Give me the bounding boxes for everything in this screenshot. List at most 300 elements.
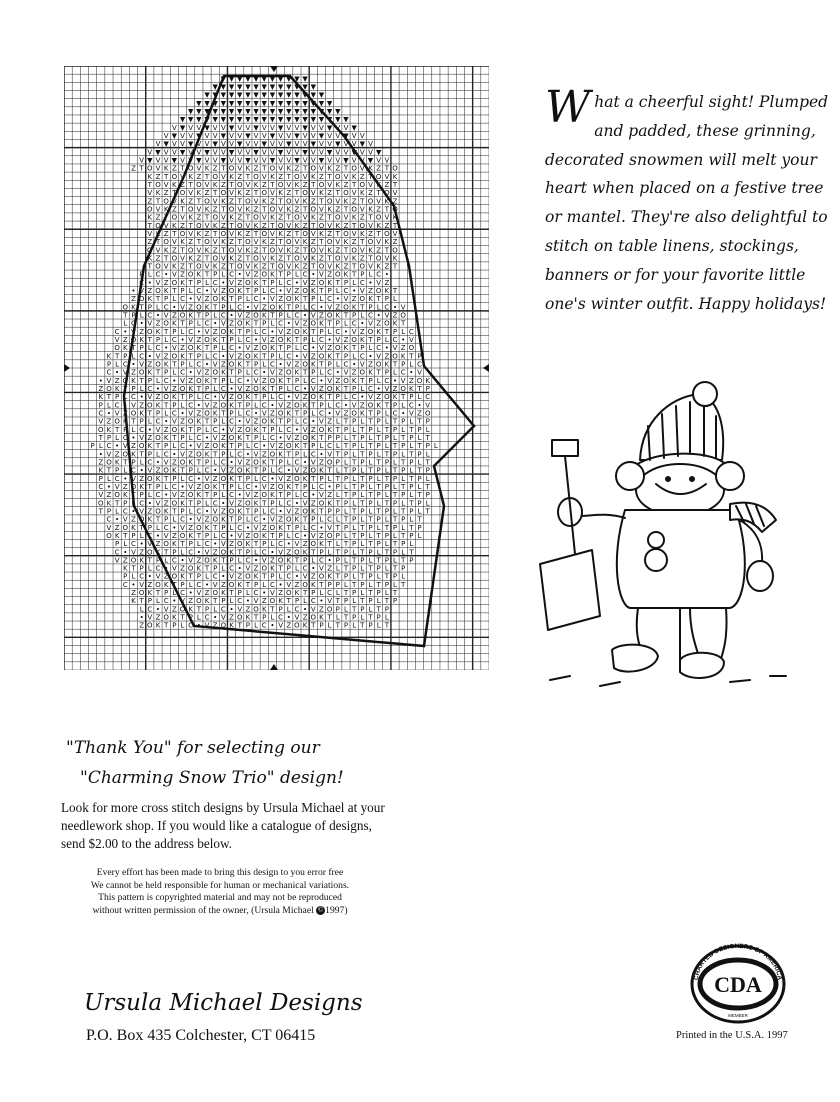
- chart-stitch-symbol: C: [286, 278, 292, 287]
- chart-stitch-symbol: O: [122, 450, 129, 459]
- chart-stitch-symbol: T: [335, 425, 340, 434]
- chart-stitch-symbol: V: [106, 523, 112, 532]
- chart-stitch-symbol: ▼: [253, 99, 259, 108]
- chart-stitch-symbol: V: [180, 131, 185, 140]
- chart-stitch-symbol: K: [204, 303, 210, 312]
- chart-stitch-symbol: K: [163, 507, 169, 516]
- chart-stitch-symbol: •: [188, 368, 193, 377]
- chart-stitch-symbol: Z: [139, 548, 145, 557]
- chart-stitch-symbol: •: [172, 303, 177, 312]
- chart-stitch-symbol: ▼: [228, 123, 235, 132]
- chart-stitch-symbol: O: [196, 376, 202, 385]
- chart-stitch-symbol: C: [180, 295, 185, 304]
- chart-stitch-symbol: •: [147, 499, 152, 508]
- chart-stitch-symbol: •: [139, 540, 144, 549]
- chart-stitch-symbol: O: [351, 205, 357, 214]
- chart-stitch-symbol: O: [122, 303, 129, 312]
- chart-stitch-symbol: P: [245, 474, 251, 483]
- chart-stitch-symbol: L: [409, 417, 414, 426]
- chart-stitch-symbol: L: [147, 344, 152, 353]
- chart-stitch-symbol: K: [392, 213, 398, 222]
- chart-stitch-symbol: T: [286, 303, 291, 312]
- chart-stitch-symbol: V: [114, 482, 120, 491]
- chart-stitch-symbol: O: [236, 393, 243, 402]
- chart-stitch-symbol: T: [384, 474, 389, 483]
- chart-stitch-symbol: L: [360, 491, 365, 500]
- chart-stitch-symbol: P: [294, 303, 300, 312]
- chart-stitch-symbol: V: [155, 572, 161, 581]
- chart-stitch-symbol: V: [368, 148, 373, 157]
- chart-stitch-symbol: P: [376, 589, 381, 598]
- chart-stitch-symbol: K: [155, 474, 161, 483]
- chart-stitch-symbol: Z: [270, 482, 275, 491]
- chart-stitch-symbol: L: [156, 303, 160, 312]
- chart-stitch-symbol: O: [326, 458, 333, 467]
- chart-stitch-symbol: V: [302, 140, 308, 149]
- chart-stitch-symbol: C: [98, 409, 104, 418]
- chart-stitch-symbol: Z: [261, 450, 267, 459]
- chart-stitch-symbol: V: [171, 491, 177, 500]
- chart-stitch-symbol: P: [319, 474, 324, 483]
- chart-stitch-symbol: V: [270, 189, 275, 198]
- chart-stitch-symbol: ▼: [302, 99, 308, 108]
- chart-stitch-symbol: ▼: [261, 107, 267, 116]
- chart-stitch-symbol: L: [335, 491, 340, 500]
- chart-stitch-symbol: P: [237, 515, 242, 524]
- chart-stitch-symbol: C: [269, 287, 275, 296]
- chart-stitch-symbol: K: [163, 580, 169, 589]
- chart-stitch-symbol: V: [253, 303, 259, 312]
- chart-stitch-symbol: L: [352, 499, 357, 508]
- chart-stitch-symbol: T: [229, 368, 234, 377]
- chart-stitch-symbol: P: [343, 450, 349, 459]
- chart-stitch-symbol: K: [343, 197, 349, 206]
- chart-stitch-symbol: L: [401, 327, 406, 336]
- chart-stitch-symbol: T: [213, 303, 218, 312]
- chart-stitch-symbol: L: [156, 597, 160, 606]
- chart-stitch-symbol: P: [188, 613, 193, 622]
- chart-stitch-symbol: Z: [245, 385, 251, 394]
- chart-stitch-symbol: O: [236, 262, 243, 271]
- chart-stitch-symbol: K: [139, 482, 144, 491]
- chart-stitch-symbol: C: [131, 393, 136, 402]
- chart-stitch-symbol: P: [172, 474, 177, 483]
- chart-stitch-symbol: L: [188, 360, 193, 369]
- chart-stitch-symbol: O: [277, 221, 284, 230]
- chart-stitch-symbol: L: [352, 572, 357, 581]
- chart-stitch-symbol: •: [155, 458, 161, 467]
- chart-stitch-symbol: L: [221, 270, 226, 279]
- chart-stitch-symbol: T: [327, 466, 332, 475]
- chart-stitch-symbol: Z: [327, 270, 333, 279]
- chart-stitch-symbol: L: [393, 458, 397, 467]
- chart-stitch-symbol: P: [213, 417, 218, 426]
- chart-stitch-symbol: ▼: [228, 74, 235, 83]
- chart-stitch-symbol: K: [237, 360, 243, 369]
- chart-stitch-symbol: T: [319, 580, 324, 589]
- chart-stitch-symbol: •: [278, 433, 283, 442]
- chart-stitch-symbol: K: [131, 597, 136, 606]
- chart-stitch-symbol: T: [139, 303, 144, 312]
- chart-stitch-symbol: Z: [319, 172, 324, 181]
- chart-stitch-symbol: K: [327, 205, 332, 214]
- chart-stitch-symbol: •: [196, 474, 201, 483]
- chart-stitch-symbol: O: [261, 229, 267, 238]
- chart-stitch-symbol: L: [384, 613, 389, 622]
- chart-stitch-symbol: L: [393, 368, 397, 377]
- chart-stitch-symbol: Z: [327, 417, 333, 426]
- chart-stitch-symbol: V: [286, 360, 292, 369]
- chart-stitch-symbol: L: [147, 564, 152, 573]
- chart-stitch-symbol: V: [171, 238, 177, 247]
- chart-stitch-symbol: P: [147, 523, 152, 532]
- chart-stitch-symbol: P: [417, 523, 422, 532]
- chart-stitch-symbol: O: [269, 303, 276, 312]
- chart-stitch-symbol: O: [359, 221, 366, 230]
- chart-stitch-symbol: O: [261, 344, 267, 353]
- chart-stitch-symbol: P: [409, 531, 414, 540]
- chart-stitch-symbol: P: [360, 270, 365, 279]
- chart-stitch-symbol: Z: [229, 319, 234, 328]
- chart-stitch-symbol: P: [401, 564, 406, 573]
- chart-stitch-symbol: V: [335, 148, 341, 157]
- chart-stitch-symbol: K: [106, 425, 112, 434]
- chart-stitch-symbol: K: [286, 205, 292, 214]
- chart-stitch-symbol: O: [326, 311, 333, 320]
- chart-stitch-symbol: •: [155, 311, 161, 320]
- chart-stitch-symbol: ▼: [245, 107, 251, 116]
- chart-stitch-symbol: P: [139, 344, 144, 353]
- chart-stitch-symbol: •: [155, 605, 161, 614]
- chart-stitch-symbol: T: [425, 433, 430, 442]
- chart-stitch-symbol: Z: [384, 180, 390, 189]
- chart-stitch-symbol: K: [204, 205, 210, 214]
- chart-stitch-symbol: ▼: [294, 91, 300, 100]
- chart-stitch-symbol: L: [409, 442, 414, 451]
- chart-stitch-symbol: V: [155, 499, 161, 508]
- chart-stitch-symbol: T: [376, 556, 381, 565]
- chart-stitch-symbol: L: [254, 401, 259, 410]
- chart-stitch-symbol: O: [155, 287, 161, 296]
- chart-stitch-symbol: C: [204, 540, 210, 549]
- chart-stitch-symbol: K: [180, 278, 185, 287]
- chart-stitch-symbol: T: [172, 580, 177, 589]
- chart-stitch-symbol: ▼: [286, 140, 292, 149]
- chart-stitch-symbol: L: [344, 531, 348, 540]
- chart-stitch-symbol: V: [368, 319, 373, 328]
- chart-stitch-symbol: Z: [270, 556, 275, 565]
- chart-stitch-symbol: O: [286, 368, 292, 377]
- chart-stitch-symbol: O: [163, 613, 169, 622]
- chart-stitch-symbol: O: [245, 499, 251, 508]
- chart-stitch-symbol: L: [303, 450, 308, 459]
- chart-stitch-symbol: P: [123, 499, 128, 508]
- chart-stitch-symbol: T: [221, 556, 226, 565]
- chart-stitch-symbol: K: [278, 450, 283, 459]
- chart-stitch-symbol: P: [343, 352, 349, 361]
- chart-stitch-symbol: T: [213, 189, 218, 198]
- chart-stitch-symbol: Z: [270, 238, 275, 247]
- chart-stitch-symbol: T: [376, 458, 381, 467]
- chart-stitch-symbol: •: [360, 393, 365, 402]
- chart-stitch-symbol: P: [327, 507, 332, 516]
- chart-stitch-symbol: ▼: [318, 99, 325, 108]
- chart-stitch-symbol: L: [401, 450, 406, 459]
- chart-stitch-symbol: P: [343, 499, 349, 508]
- chart-stitch-symbol: K: [212, 262, 218, 271]
- chart-stitch-symbol: ▼: [220, 99, 227, 108]
- chart-stitch-symbol: O: [286, 238, 292, 247]
- chart-stitch-symbol: P: [376, 613, 381, 622]
- chart-stitch-symbol: K: [270, 417, 275, 426]
- chart-stitch-symbol: Z: [131, 295, 136, 304]
- chart-stitch-symbol: L: [245, 589, 250, 598]
- chart-stitch-symbol: L: [164, 336, 169, 345]
- chart-stitch-symbol: •: [303, 605, 308, 614]
- chart-stitch-symbol: L: [270, 466, 275, 475]
- chart-stitch-symbol: V: [310, 189, 316, 198]
- chart-stitch-symbol: T: [294, 189, 300, 198]
- chart-stitch-symbol: L: [180, 474, 185, 483]
- chart-stitch-symbol: T: [368, 564, 373, 573]
- chart-stitch-symbol: T: [245, 213, 251, 222]
- chart-stitch-symbol: V: [319, 246, 324, 255]
- chart-stitch-symbol: V: [335, 131, 341, 140]
- chart-stitch-symbol: Z: [261, 180, 267, 189]
- chart-stitch-symbol: K: [221, 238, 226, 247]
- chart-stitch-symbol: T: [368, 409, 373, 418]
- chart-stitch-symbol: C: [155, 417, 161, 426]
- chart-stitch-symbol: V: [359, 131, 365, 140]
- chart-stitch-symbol: P: [278, 605, 283, 614]
- chart-stitch-symbol: V: [294, 613, 300, 622]
- chart-stitch-symbol: Z: [310, 572, 316, 581]
- chart-stitch-symbol: T: [360, 238, 365, 247]
- chart-stitch-symbol: V: [163, 311, 169, 320]
- chart-stitch-symbol: Z: [229, 540, 234, 549]
- chart-stitch-symbol: T: [302, 589, 308, 598]
- chart-stitch-symbol: ▼: [326, 115, 333, 124]
- chart-stitch-symbol: Z: [253, 344, 259, 353]
- chart-stitch-symbol: T: [245, 580, 251, 589]
- chart-stitch-symbol: T: [417, 417, 422, 426]
- chart-stitch-symbol: T: [360, 450, 365, 459]
- chart-stitch-symbol: •: [131, 360, 136, 369]
- chart-stitch-symbol: P: [294, 376, 300, 385]
- chart-stitch-symbol: K: [376, 221, 381, 230]
- chart-stitch-symbol: T: [311, 180, 316, 189]
- chart-stitch-symbol: •: [319, 303, 324, 312]
- chart-stitch-symbol: P: [229, 336, 234, 345]
- chart-stitch-symbol: L: [294, 491, 299, 500]
- chart-stitch-symbol: Z: [286, 548, 292, 557]
- chart-stitch-symbol: C: [163, 303, 169, 312]
- chart-stitch-symbol: T: [221, 409, 226, 418]
- chart-stitch-symbol: V: [253, 156, 259, 165]
- chart-stitch-symbol: Z: [245, 229, 251, 238]
- chart-stitch-symbol: T: [368, 540, 373, 549]
- chart-stitch-symbol: L: [262, 360, 267, 369]
- chart-stitch-symbol: O: [286, 515, 292, 524]
- chart-stitch-symbol: •: [237, 344, 242, 353]
- chart-stitch-symbol: V: [212, 580, 218, 589]
- chart-stitch-symbol: V: [204, 548, 210, 557]
- chart-stitch-symbol: P: [335, 531, 340, 540]
- chart-stitch-symbol: K: [392, 393, 398, 402]
- chart-stitch-symbol: C: [310, 303, 316, 312]
- chart-stitch-symbol: Z: [220, 287, 226, 296]
- chart-stitch-symbol: V: [286, 131, 292, 140]
- chart-stitch-symbol: T: [131, 344, 136, 353]
- chart-stitch-symbol: T: [229, 295, 234, 304]
- chart-stitch-symbol: ▼: [220, 131, 227, 140]
- chart-stitch-symbol: K: [278, 376, 283, 385]
- chart-stitch-symbol: O: [220, 621, 227, 630]
- chart-stitch-symbol: O: [335, 270, 341, 279]
- chart-stitch-symbol: L: [335, 287, 340, 296]
- chart-stitch-symbol: O: [228, 580, 235, 589]
- chart-stitch-symbol: C: [359, 352, 365, 361]
- chart-stitch-symbol: Z: [147, 433, 153, 442]
- chart-stitch-symbol: L: [270, 319, 275, 328]
- chart-stitch-symbol: ▼: [187, 115, 194, 124]
- chart-stitch-symbol: K: [360, 336, 365, 345]
- chart-stitch-symbol: •: [229, 311, 234, 320]
- chart-stitch-symbol: V: [278, 131, 283, 140]
- chart-stitch-symbol: •: [319, 376, 324, 385]
- chart-stitch-symbol: O: [392, 246, 398, 255]
- chart-stitch-symbol: T: [270, 458, 275, 467]
- chart-stitch-symbol: V: [253, 131, 259, 140]
- chart-stitch-symbol: •: [229, 385, 234, 394]
- chart-stitch-symbol: P: [180, 433, 185, 442]
- chart-stitch-symbol: L: [319, 368, 324, 377]
- chart-stitch-symbol: T: [172, 360, 177, 369]
- chart-stitch-symbol: ▼: [237, 99, 243, 108]
- chart-stitch-symbol: C: [269, 360, 275, 369]
- chart-stitch-symbol: T: [327, 393, 332, 402]
- chart-stitch-symbol: P: [368, 425, 373, 434]
- chart-stitch-symbol: Z: [163, 229, 169, 238]
- chart-stitch-symbol: L: [221, 564, 226, 573]
- chart-stitch-symbol: V: [180, 523, 185, 532]
- chart-stitch-symbol: Z: [237, 278, 243, 287]
- chart-stitch-symbol: T: [401, 507, 406, 516]
- chart-stitch-symbol: •: [352, 287, 357, 296]
- chart-stitch-symbol: Z: [212, 327, 218, 336]
- chart-stitch-symbol: O: [138, 295, 145, 304]
- chart-stitch-symbol: C: [392, 336, 398, 345]
- chart-stitch-symbol: K: [114, 385, 120, 394]
- chart-stitch-symbol: K: [180, 425, 185, 434]
- chart-stitch-symbol: Z: [122, 482, 128, 491]
- chart-stitch-symbol: T: [139, 164, 144, 173]
- chart-stitch-symbol: L: [376, 425, 381, 434]
- chart-stitch-symbol: K: [376, 327, 381, 336]
- chart-stitch-symbol: T: [123, 385, 128, 394]
- chart-stitch-symbol: C: [196, 360, 202, 369]
- chart-stitch-symbol: Z: [319, 254, 324, 263]
- chart-stitch-symbol: Z: [261, 303, 267, 312]
- chart-stitch-symbol: V: [180, 140, 185, 149]
- chart-stitch-symbol: •: [196, 401, 201, 410]
- chart-stitch-symbol: T: [352, 605, 357, 614]
- chart-stitch-symbol: T: [360, 499, 365, 508]
- chart-stitch-symbol: •: [131, 580, 136, 589]
- chart-stitch-symbol: T: [147, 336, 152, 345]
- chart-stitch-symbol: P: [352, 311, 357, 320]
- chart-stitch-symbol: V: [131, 401, 136, 410]
- chart-stitch-symbol: T: [384, 523, 389, 532]
- chart-stitch-symbol: C: [147, 605, 153, 614]
- chart-stitch-symbol: K: [172, 180, 177, 189]
- chart-stitch-symbol: L: [245, 295, 250, 304]
- chart-stitch-symbol: C: [261, 327, 267, 336]
- chart-stitch-symbol: K: [310, 287, 316, 296]
- chart-stitch-symbol: C: [180, 368, 185, 377]
- chart-stitch-symbol: C: [408, 327, 414, 336]
- chart-stitch-symbol: T: [286, 376, 291, 385]
- chart-stitch-symbol: O: [171, 254, 178, 263]
- chart-stitch-symbol: V: [302, 156, 308, 165]
- chart-stitch-symbol: Z: [359, 172, 365, 181]
- chart-stitch-symbol: K: [261, 531, 267, 540]
- chart-stitch-symbol: P: [335, 458, 340, 467]
- chart-stitch-symbol: C: [147, 311, 153, 320]
- chart-stitch-symbol: •: [106, 482, 112, 491]
- chart-stitch-symbol: V: [98, 491, 104, 500]
- chart-stitch-symbol: V: [253, 597, 259, 606]
- chart-stitch-symbol: V: [286, 123, 292, 132]
- chart-stitch-symbol: L: [376, 523, 381, 532]
- chart-stitch-symbol: ▼: [237, 140, 243, 149]
- chart-stitch-symbol: L: [360, 442, 365, 451]
- chart-stitch-symbol: •: [360, 319, 365, 328]
- chart-stitch-symbol: T: [352, 344, 357, 353]
- chart-stitch-symbol: T: [131, 564, 136, 573]
- chart-stitch-symbol: •: [278, 287, 283, 296]
- chart-stitch-symbol: V: [188, 123, 194, 132]
- chart-stitch-symbol: O: [196, 262, 202, 271]
- chart-stitch-symbol: P: [417, 352, 422, 361]
- chart-stitch-symbol: •: [245, 523, 250, 532]
- chart-stitch-symbol: O: [179, 311, 186, 320]
- chart-stitch-symbol: T: [286, 597, 291, 606]
- chart-stitch-symbol: •: [311, 344, 316, 353]
- chart-stitch-symbol: O: [253, 385, 259, 394]
- chart-stitch-symbol: •: [409, 368, 414, 377]
- chart-stitch-symbol: V: [261, 254, 267, 263]
- chart-stitch-symbol: K: [204, 523, 210, 532]
- chart-stitch-symbol: T: [343, 164, 349, 173]
- chart-stitch-symbol: T: [270, 262, 275, 271]
- chart-stitch-symbol: C: [269, 580, 275, 589]
- chart-stitch-symbol: Z: [302, 180, 308, 189]
- chart-stitch-symbol: C: [155, 344, 161, 353]
- chart-stitch-symbol: ▼: [294, 156, 300, 165]
- chart-stitch-symbol: K: [351, 303, 357, 312]
- chart-stitch-symbol: P: [204, 605, 210, 614]
- chart-stitch-symbol: P: [335, 433, 340, 442]
- chart-stitch-symbol: V: [310, 123, 316, 132]
- chart-stitch-symbol: Z: [106, 417, 112, 426]
- chart-stitch-symbol: Z: [278, 442, 283, 451]
- chart-stitch-symbol: L: [384, 540, 389, 549]
- chart-stitch-symbol: K: [392, 254, 398, 263]
- chart-stitch-symbol: K: [237, 229, 243, 238]
- chart-stitch-symbol: V: [359, 148, 365, 157]
- chart-stitch-symbol: T: [221, 205, 226, 214]
